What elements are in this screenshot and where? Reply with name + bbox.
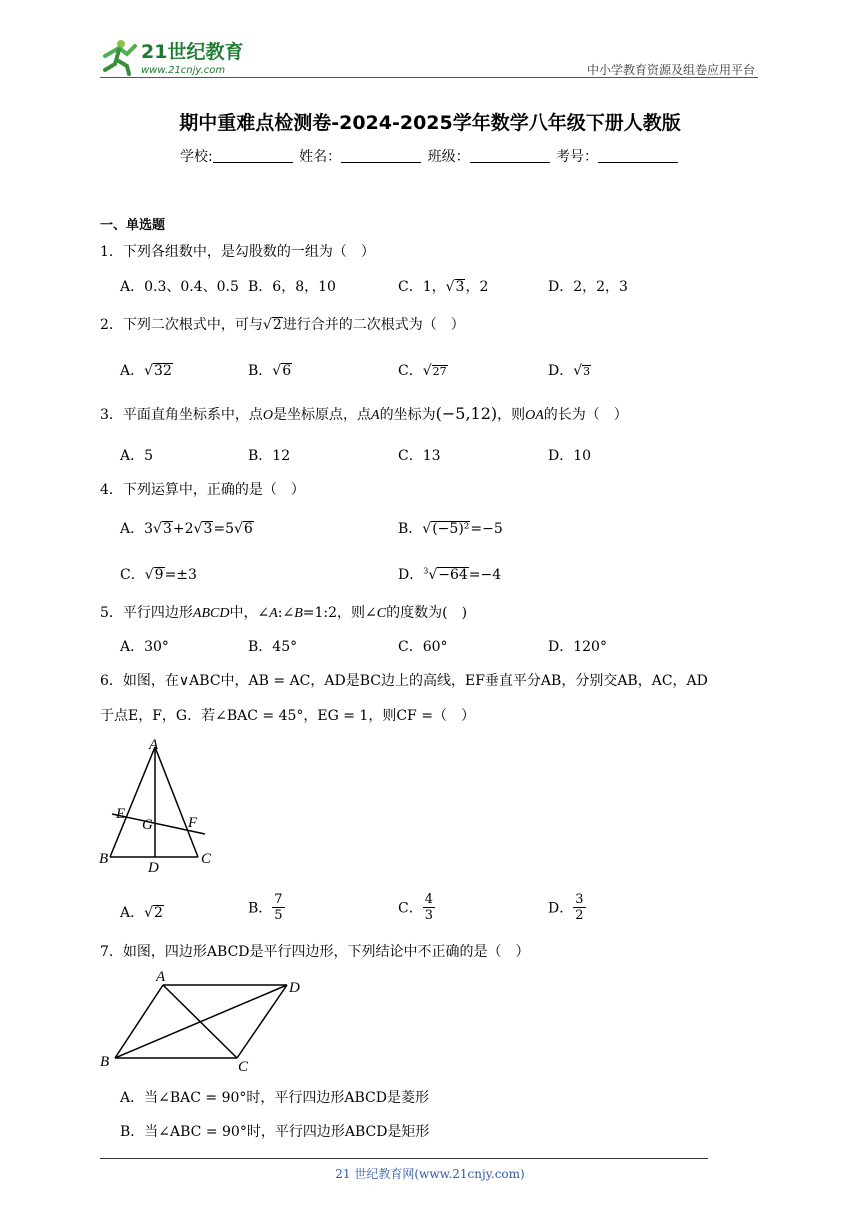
name-label: 姓名：	[299, 149, 342, 165]
q5-option-c[interactable]: C．60°	[398, 639, 448, 655]
question-6-stem-line1: 6．如图，在∨ABC中，AB = AC，AD是BC边上的高线，EF垂直平分AB，分别交AB，AC，AD	[100, 673, 708, 689]
q4-option-c[interactable]: C．√9=±3	[120, 567, 197, 583]
question-6-stem-line2: 于点E，F，G．若∠BAC = 45°，EG = 1，则CF =（ ）	[100, 708, 475, 724]
q7-parallelogram-figure	[95, 965, 315, 1077]
q1-option-d[interactable]: D．2，2，3	[548, 279, 628, 295]
label-C: C	[238, 1059, 249, 1075]
q6-option-d[interactable]: D． $\frac{3}{2}$	[548, 892, 584, 923]
q1-option-a[interactable]: A．0.3、0.4、0.5	[120, 279, 239, 295]
q1-option-b[interactable]: B．6，8，10	[248, 279, 336, 295]
page-title: 期中重难点检测卷-2024-2025学年数学八年级下册人教版	[179, 112, 681, 134]
question-7-stem: 7．如图，四边形ABCD是平行四边形，下列结论中不正确的是（ ）	[100, 944, 530, 960]
question-3-stem: 3．平面直角坐标系中，点O是坐标原点，点A的坐标为(−5,12)，则OA的长为（ ）	[100, 404, 628, 423]
label-A: A	[149, 737, 159, 753]
student-info	[0, 146, 860, 166]
q3-option-c[interactable]: C．13	[398, 448, 441, 464]
section-heading: 一、单选题	[100, 218, 166, 233]
label-G: G	[142, 817, 153, 833]
q6-option-b[interactable]: B． $\frac{7}{5}$	[248, 892, 283, 923]
header-divider	[100, 77, 758, 78]
logo-url: www.21cnjy.com	[141, 65, 226, 76]
label-D: D	[289, 980, 300, 996]
q5-option-d[interactable]: D．120°	[548, 639, 607, 655]
q6-option-c[interactable]: C． $\frac{4}{3}$	[398, 892, 433, 923]
q2-option-a[interactable]: A．√32	[120, 363, 172, 379]
q2-option-d[interactable]: D．√3	[548, 363, 591, 379]
school-label: 学校:	[179, 149, 213, 165]
platform-label: 中小学教育资源及组卷应用平台	[586, 63, 755, 77]
q5-option-b[interactable]: B．45°	[248, 639, 298, 655]
q1-option-c[interactable]: C．1，√3，2	[398, 279, 489, 295]
logo	[95, 36, 255, 78]
label-F: F	[188, 815, 198, 831]
q2-option-b[interactable]: B．√6	[248, 363, 292, 379]
label-D: D	[148, 860, 159, 875]
q7-option-a[interactable]: A．当∠BAC = 90°时，平行四边形ABCD是菱形	[120, 1090, 429, 1106]
q4-option-d[interactable]: D．$^3$√−64=−4	[398, 566, 502, 583]
logo-text: 21世纪教育	[141, 41, 244, 63]
label-E: E	[116, 806, 126, 822]
class-field[interactable]	[470, 148, 550, 163]
label-B: B	[99, 851, 109, 867]
label-B: B	[100, 1054, 110, 1070]
q4-option-b[interactable]: B．√(−5)²=−5	[398, 521, 503, 537]
label-A: A	[156, 969, 166, 985]
question-1-stem: 1．下列各组数中，是勾股数的一组为（ ）	[100, 244, 375, 260]
q4-option-a[interactable]: A．3√3+2√3=5√6	[120, 521, 253, 537]
q3-option-d[interactable]: D．10	[548, 448, 592, 464]
q7-option-b[interactable]: B．当∠ABC = 90°时，平行四边形ABCD是矩形	[120, 1124, 430, 1140]
exam-no-field[interactable]	[598, 148, 678, 163]
school-field[interactable]	[213, 148, 293, 163]
q6-option-a[interactable]: A．√2	[120, 905, 163, 921]
q3-option-b[interactable]: B．12	[248, 448, 291, 464]
footer-divider	[100, 1158, 708, 1159]
question-2-stem: 2．下列二次根式中，可与√2进行合并的二次根式为（ ）	[100, 317, 465, 333]
question-5-stem: 5．平行四边形ABCD中，∠A:∠B=1:2，则∠C的度数为( )	[100, 605, 468, 621]
exam-no-label: 考号：	[556, 149, 599, 165]
class-label: 班级：	[427, 149, 470, 165]
label-C: C	[201, 851, 212, 867]
q2-option-c[interactable]: C．√27	[398, 363, 447, 379]
q5-option-a[interactable]: A．30°	[120, 639, 169, 655]
footer-link[interactable]: 21 世纪教育网(www.21cnjy.com)	[335, 1167, 525, 1181]
question-4-stem: 4．下列运算中，正确的是（ ）	[100, 482, 305, 498]
q3-option-a[interactable]: A．5	[120, 448, 154, 464]
q6-triangle-figure	[98, 735, 218, 875]
name-field[interactable]	[341, 148, 421, 163]
